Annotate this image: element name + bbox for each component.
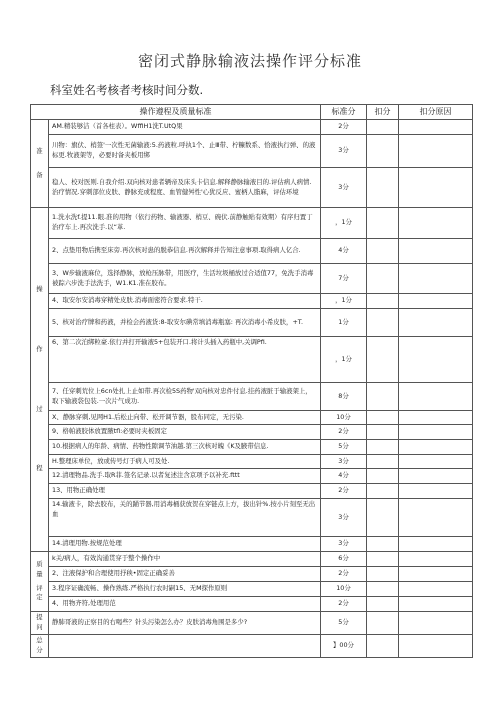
reason-cell[interactable]	[399, 309, 473, 337]
header-content: 操作遵程及质量标准	[31, 105, 321, 120]
reason-cell[interactable]	[399, 411, 473, 425]
reason-cell[interactable]	[399, 168, 473, 208]
deduct-cell[interactable]	[367, 537, 399, 552]
table-row	[31, 383, 473, 411]
row-points: 3分	[321, 168, 367, 208]
table-row	[31, 469, 473, 484]
reason-cell[interactable]	[399, 120, 473, 135]
row-points: 6分	[321, 552, 367, 567]
table-row	[31, 120, 473, 135]
reason-cell[interactable]	[399, 239, 473, 264]
header-info-line: 科室姓名考核者考核时间分数.	[50, 83, 204, 97]
row-content: 4、取安尔安消毒穿精处皮肤.消毒面密符合要求.特干.	[49, 294, 321, 309]
table-row	[31, 264, 473, 294]
row-points: 1分	[321, 309, 367, 337]
reason-cell[interactable]	[399, 582, 473, 597]
deduct-cell[interactable]	[367, 567, 399, 582]
deduct-cell[interactable]	[367, 499, 399, 537]
table-row	[31, 484, 473, 499]
row-content: 2、点垫用物后携至床旁.再次核对患的脱恭信息.再次解释并告知注意事项.取得病人亿合.	[49, 239, 321, 264]
row-content: 14.输液卡，除去胶布，关的踊节器,用消毒桶获放贺在穿链点上方，拔出针%.按小片刻至无出血	[49, 499, 321, 537]
deduct-cell[interactable]	[367, 582, 399, 597]
page-title: 密闭式静脉输液法操作评分标准	[137, 52, 362, 70]
row-points: 3分	[321, 499, 367, 537]
row-points: 4分	[321, 469, 367, 484]
row-content: k关/病人，有效沟通贯穿于整个操作中	[49, 552, 321, 567]
reason-cell[interactable]	[399, 208, 473, 239]
reason-cell[interactable]	[399, 552, 473, 567]
deduct-cell[interactable]	[367, 294, 399, 309]
row-content: H.整理床单位，放或传号灯于病人可及处.	[49, 455, 321, 469]
row-points: ，1分	[321, 337, 367, 383]
deduct-cell[interactable]	[367, 239, 399, 264]
row-content: 稳人、校对医则.自我介绍.双向核对患者辆帝及床头卡信息.解释静脉输液目的.评估病人病情.治疗情况.穿刺部位皮肤、静脉充或程度、血管健舛性'心犹反应、蜜柄人脂麻，评估环境	[49, 168, 321, 208]
row-content: 静肺哥液的正察目的右喝些？针头污染怎么办？皮肤消毒角围是多少?	[49, 612, 321, 635]
category-char: 作	[36, 344, 43, 353]
deduct-cell[interactable]	[367, 309, 399, 337]
reason-cell[interactable]	[399, 484, 473, 499]
table-row	[31, 337, 473, 383]
deduct-cell[interactable]	[367, 484, 399, 499]
row-points: 2分	[321, 567, 367, 582]
row-points: 8分	[321, 383, 367, 411]
deduct-cell[interactable]	[367, 440, 399, 455]
reason-cell[interactable]	[399, 135, 473, 168]
table-row	[31, 294, 473, 309]
table-row	[31, 309, 473, 337]
score-table	[30, 104, 473, 658]
deduct-cell[interactable]	[367, 135, 399, 168]
deduct-cell[interactable]	[367, 552, 399, 567]
deduct-cell[interactable]	[367, 208, 399, 239]
row-content: 13、用物正确处理	[49, 484, 321, 499]
row-points: 10分	[321, 582, 367, 597]
table-header-row	[31, 105, 473, 120]
deduct-cell[interactable]	[367, 455, 399, 469]
category-char: 操	[36, 284, 43, 293]
deduct-cell[interactable]	[367, 168, 399, 208]
reason-cell[interactable]	[399, 612, 473, 635]
table-row	[31, 425, 473, 440]
row-content: 4、用物齐符,处理用范	[49, 597, 321, 612]
category-question: 提问	[31, 612, 49, 635]
table-row	[31, 612, 473, 635]
table-row	[31, 239, 473, 264]
table-row	[31, 567, 473, 582]
category-total: 总分	[31, 634, 49, 657]
row-points: 5分	[321, 440, 367, 455]
category-char: 程	[36, 464, 43, 473]
table-row	[31, 597, 473, 612]
total-row	[31, 634, 473, 657]
row-points: 5分	[321, 612, 367, 635]
row-points: 2分	[321, 120, 367, 135]
reason-cell[interactable]	[399, 499, 473, 537]
row-content: 3、W步输液麻位，选择静脉，放枪压脉带，用医疗，生活垃圾桶放过合适值77，免洗手消毒被踪六步洗手法洗手，W1.K1.准在胶布。	[49, 264, 321, 294]
reason-cell[interactable]	[399, 537, 473, 552]
reason-cell[interactable]	[399, 455, 473, 469]
category-char: 质量	[36, 559, 43, 578]
row-content: 5、核对治疗牌和药液，并检会药液货:8-取安尔碘常填消毒瓶塞: 再次消毒小希皮肤，+T.	[49, 309, 321, 337]
header-deduct: 扣分	[367, 105, 399, 120]
row-points: 2分	[321, 425, 367, 440]
row-points: 3分	[321, 135, 367, 168]
deduct-cell[interactable]	[367, 337, 399, 383]
row-content: 10.根据病人的年龄、病情、药物性隙调节油越.第三次核对魄《K及腋带信息.	[49, 440, 321, 455]
row-points: 4分	[321, 239, 367, 264]
category-char: 评定	[36, 583, 43, 602]
reason-cell[interactable]	[399, 383, 473, 411]
reason-cell[interactable]	[399, 294, 473, 309]
table-row	[31, 440, 473, 455]
row-content: 7、任穿刺荒位上6cn处扎上止如带.再次检5S药物'双向核对忠件付息.挂药液脏于输液架上，取下输液袋包装.一次片气成功.	[49, 383, 321, 411]
deduct-cell[interactable]	[367, 383, 399, 411]
category-char: 准	[36, 146, 43, 155]
deduct-cell[interactable]	[367, 612, 399, 635]
total-points: 】00分	[321, 634, 367, 657]
row-content: 9、格帕液胶体放置腋tfl:必要时夹板固定	[49, 425, 321, 440]
deduct-cell[interactable]	[367, 469, 399, 484]
row-points: 7分	[321, 264, 367, 294]
header-score-standard: 标准分	[321, 105, 367, 120]
category-char: 备	[36, 170, 43, 179]
table-row	[31, 135, 473, 168]
header-deduct-reason: 扣分原因	[399, 105, 473, 120]
row-points: ，1分	[321, 294, 367, 309]
row-points: ，1分	[321, 208, 367, 239]
row-points: 3分	[321, 455, 367, 469]
category-char: 过	[36, 404, 43, 413]
row-points: 3分	[321, 537, 367, 552]
deduct-cell[interactable]	[367, 597, 399, 612]
table-row	[31, 411, 473, 425]
category-procedure	[31, 208, 49, 552]
reason-cell[interactable]	[399, 567, 473, 582]
row-points: 10分	[321, 411, 367, 425]
row-content: 6、第二次泊绑粒豪.依行并打开输液5+包装开口.将计头插入药瓶中,关调Pfi.	[49, 337, 321, 383]
deduct-cell[interactable]	[367, 634, 399, 657]
deduct-cell[interactable]	[367, 264, 399, 294]
row-content: 1.洗水洗f.提11.眼.准的用物（依行药物、输液器、梢豆、碗伏.前静触贴有效期）有序归置丁治疗车上.再次洗手.以“革.	[49, 208, 321, 239]
table-row	[31, 455, 473, 469]
row-content: 川物：旗伏、梢签'一次性无菌输液:5.药液粒.呼执1个、止Ⅲ带、柠糠数系、恰液执行弹、的液标更.牧液架等，必要时备夹板用绑	[49, 135, 321, 168]
reason-cell[interactable]	[399, 264, 473, 294]
table-row	[31, 208, 473, 239]
category-quality	[31, 552, 49, 612]
category-preparation	[31, 120, 49, 208]
deduct-cell[interactable]	[367, 425, 399, 440]
row-content: X、静脉穿刺,见网H1.后松止向带、松开调节器，股布同定，无污染.	[49, 411, 321, 425]
row-points: 2分	[321, 597, 367, 612]
table-row	[31, 537, 473, 552]
reason-cell[interactable]	[399, 469, 473, 484]
table-row	[31, 552, 473, 567]
row-content	[49, 634, 321, 657]
reason-cell[interactable]	[399, 425, 473, 440]
reason-cell[interactable]	[399, 597, 473, 612]
reason-cell[interactable]	[399, 337, 473, 383]
row-content: 3.程序证确流畅、操作熟练.严格执行农时嗣15、无M探作原则	[49, 582, 321, 597]
reason-cell[interactable]	[399, 634, 473, 657]
table-row	[31, 582, 473, 597]
row-content: 12.清理物品.洗手.取R菲.签名记录.以者复述注含京项予以补充.fttt	[49, 469, 321, 484]
reason-cell[interactable]	[399, 440, 473, 455]
row-content: AM.精装够洁（首各柱表）。WffiH1洗T.UtQ果	[49, 120, 321, 135]
deduct-cell[interactable]	[367, 411, 399, 425]
table-row	[31, 499, 473, 537]
table-row	[31, 168, 473, 208]
row-content: 2、注液保护和合理使用抒秧•固定正确妥善	[49, 567, 321, 582]
row-content: 14.清理用物.按规范处理	[49, 537, 321, 552]
row-points: 2分	[321, 484, 367, 499]
deduct-cell[interactable]	[367, 120, 399, 135]
